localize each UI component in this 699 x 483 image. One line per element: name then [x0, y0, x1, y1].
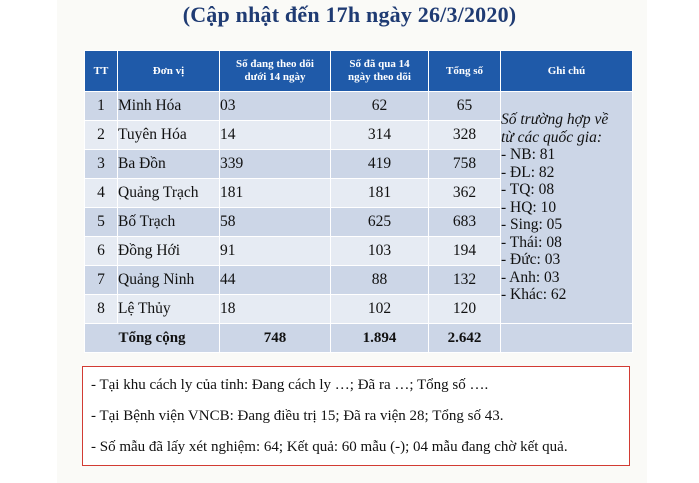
cell-unit: Quảng Ninh — [118, 266, 220, 295]
cell-tt: 8 — [85, 295, 118, 324]
page-title: (Cập nhật đến 17h ngày 26/3/2020) — [182, 2, 517, 27]
cell-tt: 7 — [85, 266, 118, 295]
cell-monitoring: 14 — [220, 121, 331, 150]
total-label: Tổng cộng — [85, 324, 220, 353]
info-line-hospital: - Tại Bệnh viện VNCB: Đang điều trị 15; Đã ra viện 28; Tổng số 43. — [91, 408, 504, 424]
cell-unit: Đồng Hới — [118, 237, 220, 266]
header-unit: Đơn vị — [118, 51, 220, 92]
cell-monitoring: 91 — [220, 237, 331, 266]
cell-completed: 181 — [331, 179, 429, 208]
note-item: - ĐL: 82 — [501, 163, 555, 181]
info-line-quarantine: - Tại khu cách ly của tỉnh: Đang cách ly …; Đã ra …; Tổng số …. — [91, 377, 489, 393]
cell-completed: 102 — [331, 295, 429, 324]
note-item: - NB: 81 — [501, 146, 556, 164]
cell-monitoring: 44 — [220, 266, 331, 295]
header-completed-line2: ngày theo dõi — [348, 71, 411, 83]
cell-monitoring: 181 — [220, 179, 331, 208]
cell-completed: 88 — [331, 266, 429, 295]
note-item: - Đức: 03 — [501, 251, 561, 269]
cell-total: 194 — [429, 237, 501, 266]
cell-unit: Bố Trạch — [118, 208, 220, 237]
cell-unit: Quảng Trạch — [118, 179, 220, 208]
cell-monitoring: 339 — [220, 150, 331, 179]
total-completed: 1.894 — [331, 324, 429, 353]
cell-completed: 625 — [331, 208, 429, 237]
table-row — [85, 92, 633, 121]
header-note: Ghi chú — [501, 51, 633, 92]
header-monitoring-line2: dưới 14 ngày — [244, 71, 306, 83]
note-item: - Sing: 05 — [501, 216, 563, 234]
cell-total: 683 — [429, 208, 501, 237]
note-item: - Thái: 08 — [501, 233, 562, 251]
cell-monitoring: 03 — [220, 92, 331, 121]
note-heading-line2: từ các quốc gia: — [501, 128, 602, 146]
cell-completed: 62 — [331, 92, 429, 121]
header-total: Tổng số — [429, 51, 501, 92]
cell-tt: 3 — [85, 150, 118, 179]
note-item: - Anh: 03 — [501, 268, 560, 286]
table-total-row — [85, 324, 633, 353]
cell-unit: Minh Hóa — [118, 92, 220, 121]
cell-completed: 314 — [331, 121, 429, 150]
cell-unit: Lệ Thủy — [118, 295, 220, 324]
note-item: - TQ: 08 — [501, 181, 555, 199]
total-total: 2.642 — [429, 324, 501, 353]
info-line-tests: - Số mẫu đã lấy xét nghiệm: 64; Kết quả: 60 mẫu (-); 04 mẫu đang chờ kết quả. — [91, 439, 568, 455]
statistics-table — [84, 50, 633, 353]
cell-total: 758 — [429, 150, 501, 179]
info-box — [82, 366, 630, 466]
cell-unit: Tuyên Hóa — [118, 121, 220, 150]
note-item: - Khác: 62 — [501, 286, 567, 304]
cell-unit: Ba Đồn — [118, 150, 220, 179]
cell-monitoring: 18 — [220, 295, 331, 324]
note-heading-line1: Số trường hợp về — [501, 111, 609, 129]
cell-tt: 4 — [85, 179, 118, 208]
cell-completed: 103 — [331, 237, 429, 266]
cell-tt: 6 — [85, 237, 118, 266]
cell-total: 362 — [429, 179, 501, 208]
header-monitoring — [220, 51, 331, 92]
cell-monitoring: 58 — [220, 208, 331, 237]
cell-tt: 2 — [85, 121, 118, 150]
total-monitoring: 748 — [220, 324, 331, 353]
cell-completed: 419 — [331, 150, 429, 179]
cell-tt: 5 — [85, 208, 118, 237]
cell-total: 120 — [429, 295, 501, 324]
note-item: - HQ: 10 — [501, 198, 557, 216]
header-completed-line1: Số đã qua 14 — [349, 58, 410, 70]
table-header-row — [85, 51, 633, 92]
cell-total: 65 — [429, 92, 501, 121]
note-cell — [501, 92, 633, 324]
header-completed — [331, 51, 429, 92]
header-monitoring-line1: Số đang theo dõi — [236, 58, 314, 70]
header-tt: TT — [85, 51, 118, 92]
cell-tt: 1 — [85, 92, 118, 121]
cell-total: 328 — [429, 121, 501, 150]
cell-total: 132 — [429, 266, 501, 295]
total-note-empty — [501, 324, 633, 353]
